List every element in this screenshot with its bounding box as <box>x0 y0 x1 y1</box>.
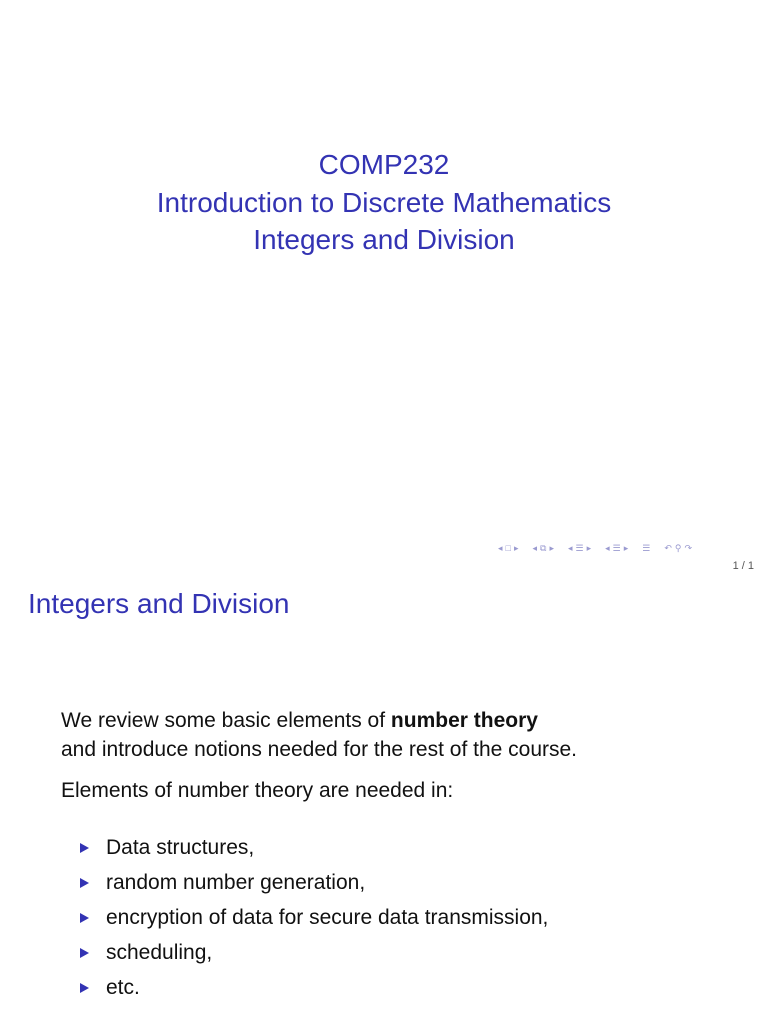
nav-subsection-icon[interactable]: ☰ <box>612 543 621 553</box>
list-item: Data structures, <box>80 830 548 865</box>
nav-forward-icon[interactable]: ↷ <box>684 543 693 553</box>
nav-next-slide-icon[interactable]: ▸ <box>513 543 519 553</box>
triangle-bullet-icon <box>80 948 89 958</box>
triangle-bullet-icon <box>80 878 89 888</box>
page-number: 1 / 1 <box>732 560 754 572</box>
course-code: COMP232 <box>318 149 450 180</box>
content-slide <box>0 580 768 1024</box>
list-item: random number generation, <box>80 865 548 900</box>
nav-next-frame-icon[interactable]: ▸ <box>549 543 554 553</box>
nav-prev-subsection-icon[interactable]: ◂ <box>605 543 610 553</box>
triangle-bullet-icon <box>80 913 89 923</box>
intro-prefix: We review some basic elements of <box>61 709 391 732</box>
nav-prev-section-icon[interactable]: ◂ <box>568 543 573 553</box>
list-item: scheduling, <box>80 935 548 970</box>
nav-slide-icon[interactable]: □ <box>505 543 511 553</box>
intro-line2: and introduce notions needed for the rest of the course. <box>61 738 578 761</box>
list-item: etc. <box>80 970 548 1005</box>
slide-title-block <box>0 146 768 259</box>
beamer-navigation-bar <box>498 541 692 555</box>
frame-title: Integers and Division <box>28 588 290 619</box>
nav-prev-frame-icon[interactable]: ◂ <box>532 543 538 553</box>
intro-paragraph <box>61 706 577 764</box>
nav-frame-icon[interactable]: ⧉ <box>540 543 547 553</box>
nav-back-icon[interactable]: ↶ <box>664 543 672 553</box>
list-item: encryption of data for secure data transmission, <box>80 900 548 935</box>
nav-prev-slide-icon[interactable]: ◂ <box>498 543 503 553</box>
needed-in-paragraph: Elements of number theory are needed in: <box>61 779 454 802</box>
application-list <box>80 830 548 1005</box>
course-name: Introduction to Discrete Mathematics <box>156 186 612 218</box>
triangle-bullet-icon <box>80 843 89 853</box>
nav-next-section-icon[interactable]: ▸ <box>586 543 592 553</box>
nav-section-icon[interactable]: ☰ <box>575 543 584 553</box>
lecture-topic: Integers and Division <box>253 224 515 255</box>
nav-document-icon[interactable]: ☰ <box>642 543 651 553</box>
triangle-bullet-icon <box>80 983 89 993</box>
nav-next-subsection-icon[interactable]: ▸ <box>623 543 629 553</box>
intro-bold-term: number theory <box>390 709 538 732</box>
nav-search-icon[interactable]: ⚲ <box>674 543 682 553</box>
